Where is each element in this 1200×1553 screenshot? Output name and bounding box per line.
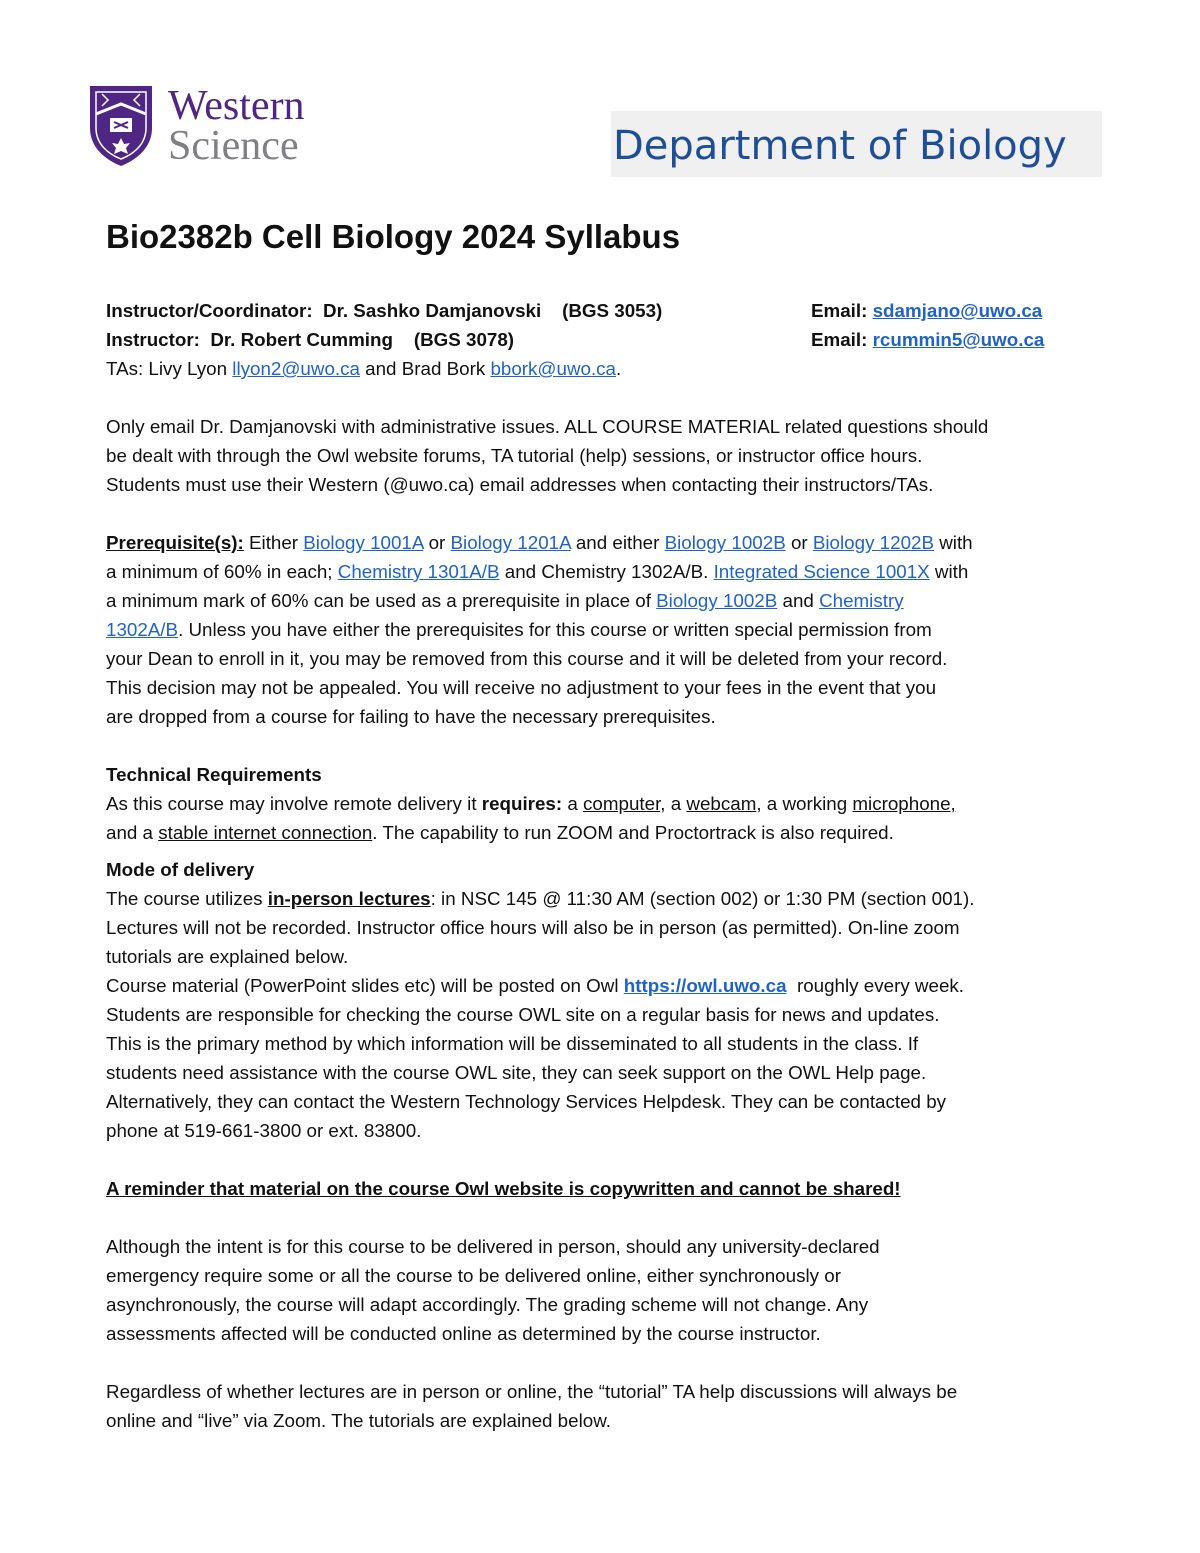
prereq-line <box>106 528 1106 557</box>
delivery-line <box>106 884 1106 913</box>
link-biology-1201a[interactable]: Biology 1201A <box>450 532 571 553</box>
coordinator-name: Dr. Sashko Damjanovski <box>323 300 542 321</box>
delivery-line: This is the primary method by which information will be disseminated to all students in the class. If <box>106 1033 919 1054</box>
link-biology-1001a[interactable]: Biology 1001A <box>303 532 424 553</box>
email-policy-line: be dealt with through the Owl website forums, TA tutorial (help) sessions, or instructor office hours. <box>106 445 923 466</box>
link-biology-1002b[interactable]: Biology 1002B <box>664 532 786 553</box>
prereq-text: Either <box>249 532 299 553</box>
prereq-text: a minimum mark of 60% can be used as a prerequisite in place of <box>106 590 651 611</box>
tutorials-line: Regardless of whether lectures are in person or online, the “tutorial” TA help discussions will always be <box>106 1381 958 1402</box>
delivery-line: students need assistance with the course OWL site, they can seek support on the OWL Help page. <box>106 1062 927 1083</box>
req-internet: stable internet connection <box>158 822 373 843</box>
emergency-line: assessments affected will be conducted online as determined by the course instructor. <box>106 1323 821 1344</box>
link-chemistry-1301ab[interactable]: Chemistry 1301A/B <box>337 561 500 582</box>
prereq-line: This decision may not be appealed. You will receive no adjustment to your fees in the event that you <box>106 677 937 698</box>
prereq-text: and either <box>575 532 660 553</box>
email-policy-line: Students must use their Western (@uwo.ca) email addresses when contacting their instructors/TAs. <box>106 474 934 495</box>
prereq-text: and Chemistry 1302A/B. <box>504 561 709 582</box>
technical-line <box>106 789 1106 818</box>
prereq-text: and <box>782 590 814 611</box>
logo-text-western: Western <box>168 83 305 129</box>
instructor-label: Instructor: <box>106 329 200 350</box>
prereq-line: are dropped from a course for failing to have the necessary prerequisites. <box>106 706 716 727</box>
copyright-reminder: A reminder that material on the course Owl website is copywritten and cannot be shared! <box>106 1178 901 1199</box>
instructor-row <box>106 325 1106 354</box>
ta-row <box>106 354 1106 383</box>
ta-prefix: TAs: Livy Lyon <box>106 358 228 379</box>
technical-text: , a working <box>756 793 848 814</box>
department-banner <box>611 111 1102 177</box>
technical-text: and a <box>106 822 153 843</box>
emergency-line: asynchronously, the course will adapt accordingly. The grading scheme will not change. Any <box>106 1294 869 1315</box>
delivery-text: The course utilizes <box>106 888 263 909</box>
link-biology-1002b-2[interactable]: Biology 1002B <box>656 590 778 611</box>
link-chemistry-1302ab[interactable]: Chemistry <box>819 590 904 611</box>
prereq-line <box>106 586 1106 615</box>
technical-requires: requires: <box>481 793 563 814</box>
delivery-line: Students are responsible for checking the course OWL site on a regular basis for news and updates. <box>106 1004 940 1025</box>
coordinator-email-label: Email: <box>811 300 868 321</box>
western-shield-icon <box>88 84 154 168</box>
delivery-line: phone at 519-661-3800 or ext. 83800. <box>106 1120 422 1141</box>
technical-text: a <box>670 793 682 814</box>
email-policy-line: Only email Dr. Damjanovski with administrative issues. ALL COURSE MATERIAL related questions should <box>106 416 989 437</box>
delivery-text: roughly every week. <box>796 975 964 996</box>
technical-line <box>106 818 1106 847</box>
technical-text: a <box>567 793 578 814</box>
instructor-email-label: Email: <box>811 329 868 350</box>
req-microphone: microphone, <box>852 793 956 814</box>
prereq-text: or <box>790 532 808 553</box>
delivery-line: Lectures will not be recorded. Instructor office hours will also be in person (as permitted). On-line zoom <box>106 917 960 938</box>
coordinator-email-link[interactable]: sdamjano@uwo.ca <box>872 300 1043 321</box>
prereq-text: a minimum of 60% in each; <box>106 561 333 582</box>
link-biology-1202b[interactable]: Biology 1202B <box>812 532 934 553</box>
emergency-line: emergency require some or all the course to be delivered online, either synchronously or <box>106 1265 841 1286</box>
prereq-text: with <box>934 561 969 582</box>
owl-link[interactable]: https://owl.uwo.ca <box>623 975 787 996</box>
coordinator-row <box>106 296 1106 325</box>
department-title: Department of Biology <box>613 123 1067 169</box>
delivery-line: Alternatively, they can contact the Western Technology Services Helpdesk. They can be contacted by <box>106 1091 947 1112</box>
technical-text: As this course may involve remote delivery it <box>106 793 477 814</box>
in-person-lectures: in-person lectures <box>267 888 431 909</box>
req-webcam: webcam <box>686 793 757 814</box>
ta-end: . <box>616 358 622 379</box>
technical-text: . The capability to run ZOOM and Proctortrack is also required. <box>372 822 894 843</box>
prereq-text: with <box>939 532 973 553</box>
delivery-line: tutorials are explained below. <box>106 946 349 967</box>
prereq-label: Prerequisite(s): <box>106 532 244 553</box>
emergency-line: Although the intent is for this course to be delivered in person, should any university-declared <box>106 1236 880 1257</box>
syllabus-body <box>106 212 1106 1435</box>
prereq-line <box>106 615 1106 644</box>
link-chemistry-1302ab-cont[interactable]: 1302A/B <box>106 619 179 640</box>
coordinator-label: Instructor/Coordinator: <box>106 300 313 321</box>
ta2-email-link[interactable]: bbork@uwo.ca <box>490 358 617 379</box>
delivery-heading: Mode of delivery <box>106 859 255 880</box>
western-science-logo <box>88 84 305 168</box>
logo-text-science: Science <box>168 123 299 169</box>
tutorials-line: online and “live” via Zoom. The tutorials are explained below. <box>106 1410 611 1431</box>
prereq-line: your Dean to enroll in it, you may be removed from this course and it will be deleted from your record. <box>106 648 948 669</box>
req-computer: computer, <box>583 793 666 814</box>
prereq-text: or <box>428 532 446 553</box>
link-integrated-science-1001x[interactable]: Integrated Science 1001X <box>713 561 930 582</box>
ta-and: and Brad Bork <box>365 358 486 379</box>
prereq-text: . Unless you have either the prerequisites for this course or written special permission from <box>178 619 932 640</box>
ta1-email-link[interactable]: llyon2@uwo.ca <box>232 358 360 379</box>
prereq-line <box>106 557 1106 586</box>
coordinator-office: (BGS 3053) <box>562 300 663 321</box>
delivery-text: : in NSC 145 @ 11:30 AM (section 002) or 1:30 PM (section 001). <box>430 888 975 909</box>
delivery-line <box>106 971 1106 1000</box>
technical-heading: Technical Requirements <box>106 764 322 785</box>
instructor-office: (BGS 3078) <box>413 329 515 350</box>
page-title: Bio2382b Cell Biology 2024 Syllabus <box>106 218 681 255</box>
instructor-name: Dr. Robert Cumming <box>210 329 393 350</box>
instructor-email-link[interactable]: rcummin5@uwo.ca <box>872 329 1045 350</box>
delivery-text: Course material (PowerPoint slides etc) will be posted on Owl <box>106 975 619 996</box>
